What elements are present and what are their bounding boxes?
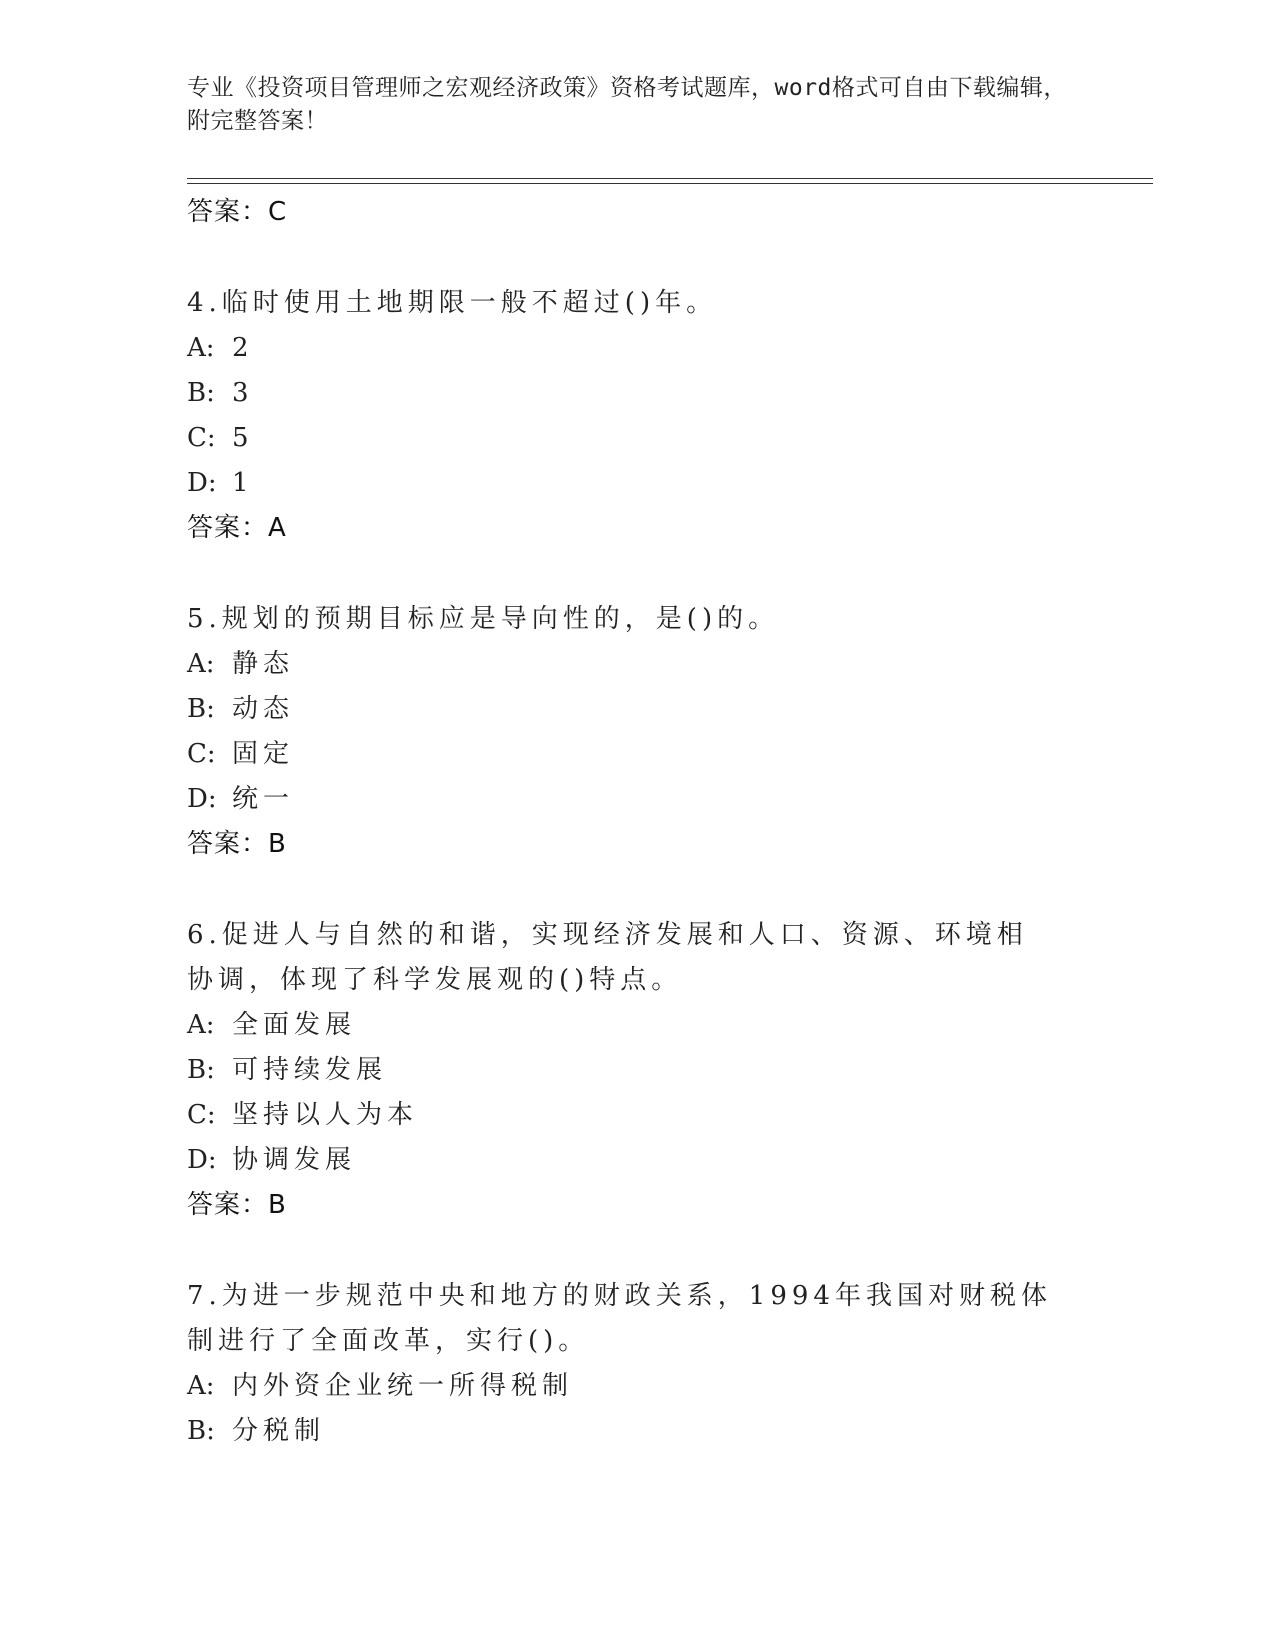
option-letter: D:	[187, 784, 217, 814]
option-text: 静态	[232, 649, 295, 679]
question-stem: 4.临时使用土地期限一般不超过()年。	[187, 288, 718, 318]
option-letter: B:	[187, 1416, 215, 1446]
option-letter: B:	[187, 1055, 215, 1085]
option-letter: B:	[187, 378, 215, 408]
option-letter: C:	[187, 1100, 216, 1130]
option-letter: C:	[187, 423, 216, 453]
option-letter: A:	[187, 1010, 215, 1040]
option-b	[187, 1409, 1087, 1454]
question-block	[187, 597, 1087, 867]
question-block	[187, 1274, 1087, 1454]
question-stem: 6.促进人与自然的和谐，实现经济发展和人口、资源、环境相协调，体现了科学发展观的()特点。	[187, 920, 1028, 995]
answer-line: 答案：C	[187, 197, 288, 227]
option-letter: B:	[187, 694, 215, 724]
option-letter: D:	[187, 468, 217, 498]
option-c	[187, 732, 1087, 777]
option-d	[187, 461, 1087, 506]
option-text: 分税制	[232, 1416, 326, 1446]
answer-line: 答案：B	[187, 1190, 287, 1220]
option-b	[187, 371, 1087, 416]
option-b	[187, 1048, 1087, 1093]
option-b	[187, 687, 1087, 732]
option-c	[187, 1093, 1087, 1138]
answer-line: 答案：B	[187, 829, 287, 859]
option-a	[187, 1364, 1087, 1409]
option-letter: D:	[187, 1145, 217, 1175]
option-letter: A:	[187, 649, 215, 679]
document-header: 专业《投资项目管理师之宏观经济政策》资格考试题库，word格式可自由下载编辑，附完整答案！	[187, 75, 1067, 134]
question-block	[187, 281, 1087, 551]
option-text: 内外资企业统一所得税制	[232, 1371, 574, 1401]
option-a	[187, 326, 1087, 371]
option-text: 协调发展	[232, 1145, 357, 1175]
option-text: 2	[232, 333, 254, 363]
option-a	[187, 642, 1087, 687]
option-text: 3	[232, 378, 254, 408]
question-block	[187, 913, 1087, 1228]
answer-line: 答案：A	[187, 513, 287, 543]
option-a	[187, 1003, 1087, 1048]
option-c	[187, 416, 1087, 461]
header-rule-top	[187, 178, 1153, 179]
option-letter: C:	[187, 739, 216, 769]
option-text: 可持续发展	[232, 1055, 388, 1085]
option-letter: A:	[187, 1371, 215, 1401]
question-stem: 7.为进一步规范中央和地方的财政关系，1994年我国对财税体制进行了全面改革，实行()。	[187, 1281, 1052, 1356]
option-letter: A:	[187, 333, 215, 363]
question-list	[187, 190, 1087, 1454]
option-text: 固定	[232, 739, 295, 769]
option-text: 1	[232, 468, 254, 498]
option-text: 5	[232, 423, 254, 453]
question-stem: 5.规划的预期目标应是导向性的，是()的。	[187, 604, 780, 634]
header-rule-bottom	[187, 183, 1153, 184]
option-text: 统一	[232, 784, 295, 814]
option-text: 坚持以人为本	[232, 1100, 419, 1130]
option-text: 动态	[232, 694, 295, 724]
option-d	[187, 1138, 1087, 1183]
option-d	[187, 777, 1087, 822]
option-text: 全面发展	[232, 1010, 357, 1040]
